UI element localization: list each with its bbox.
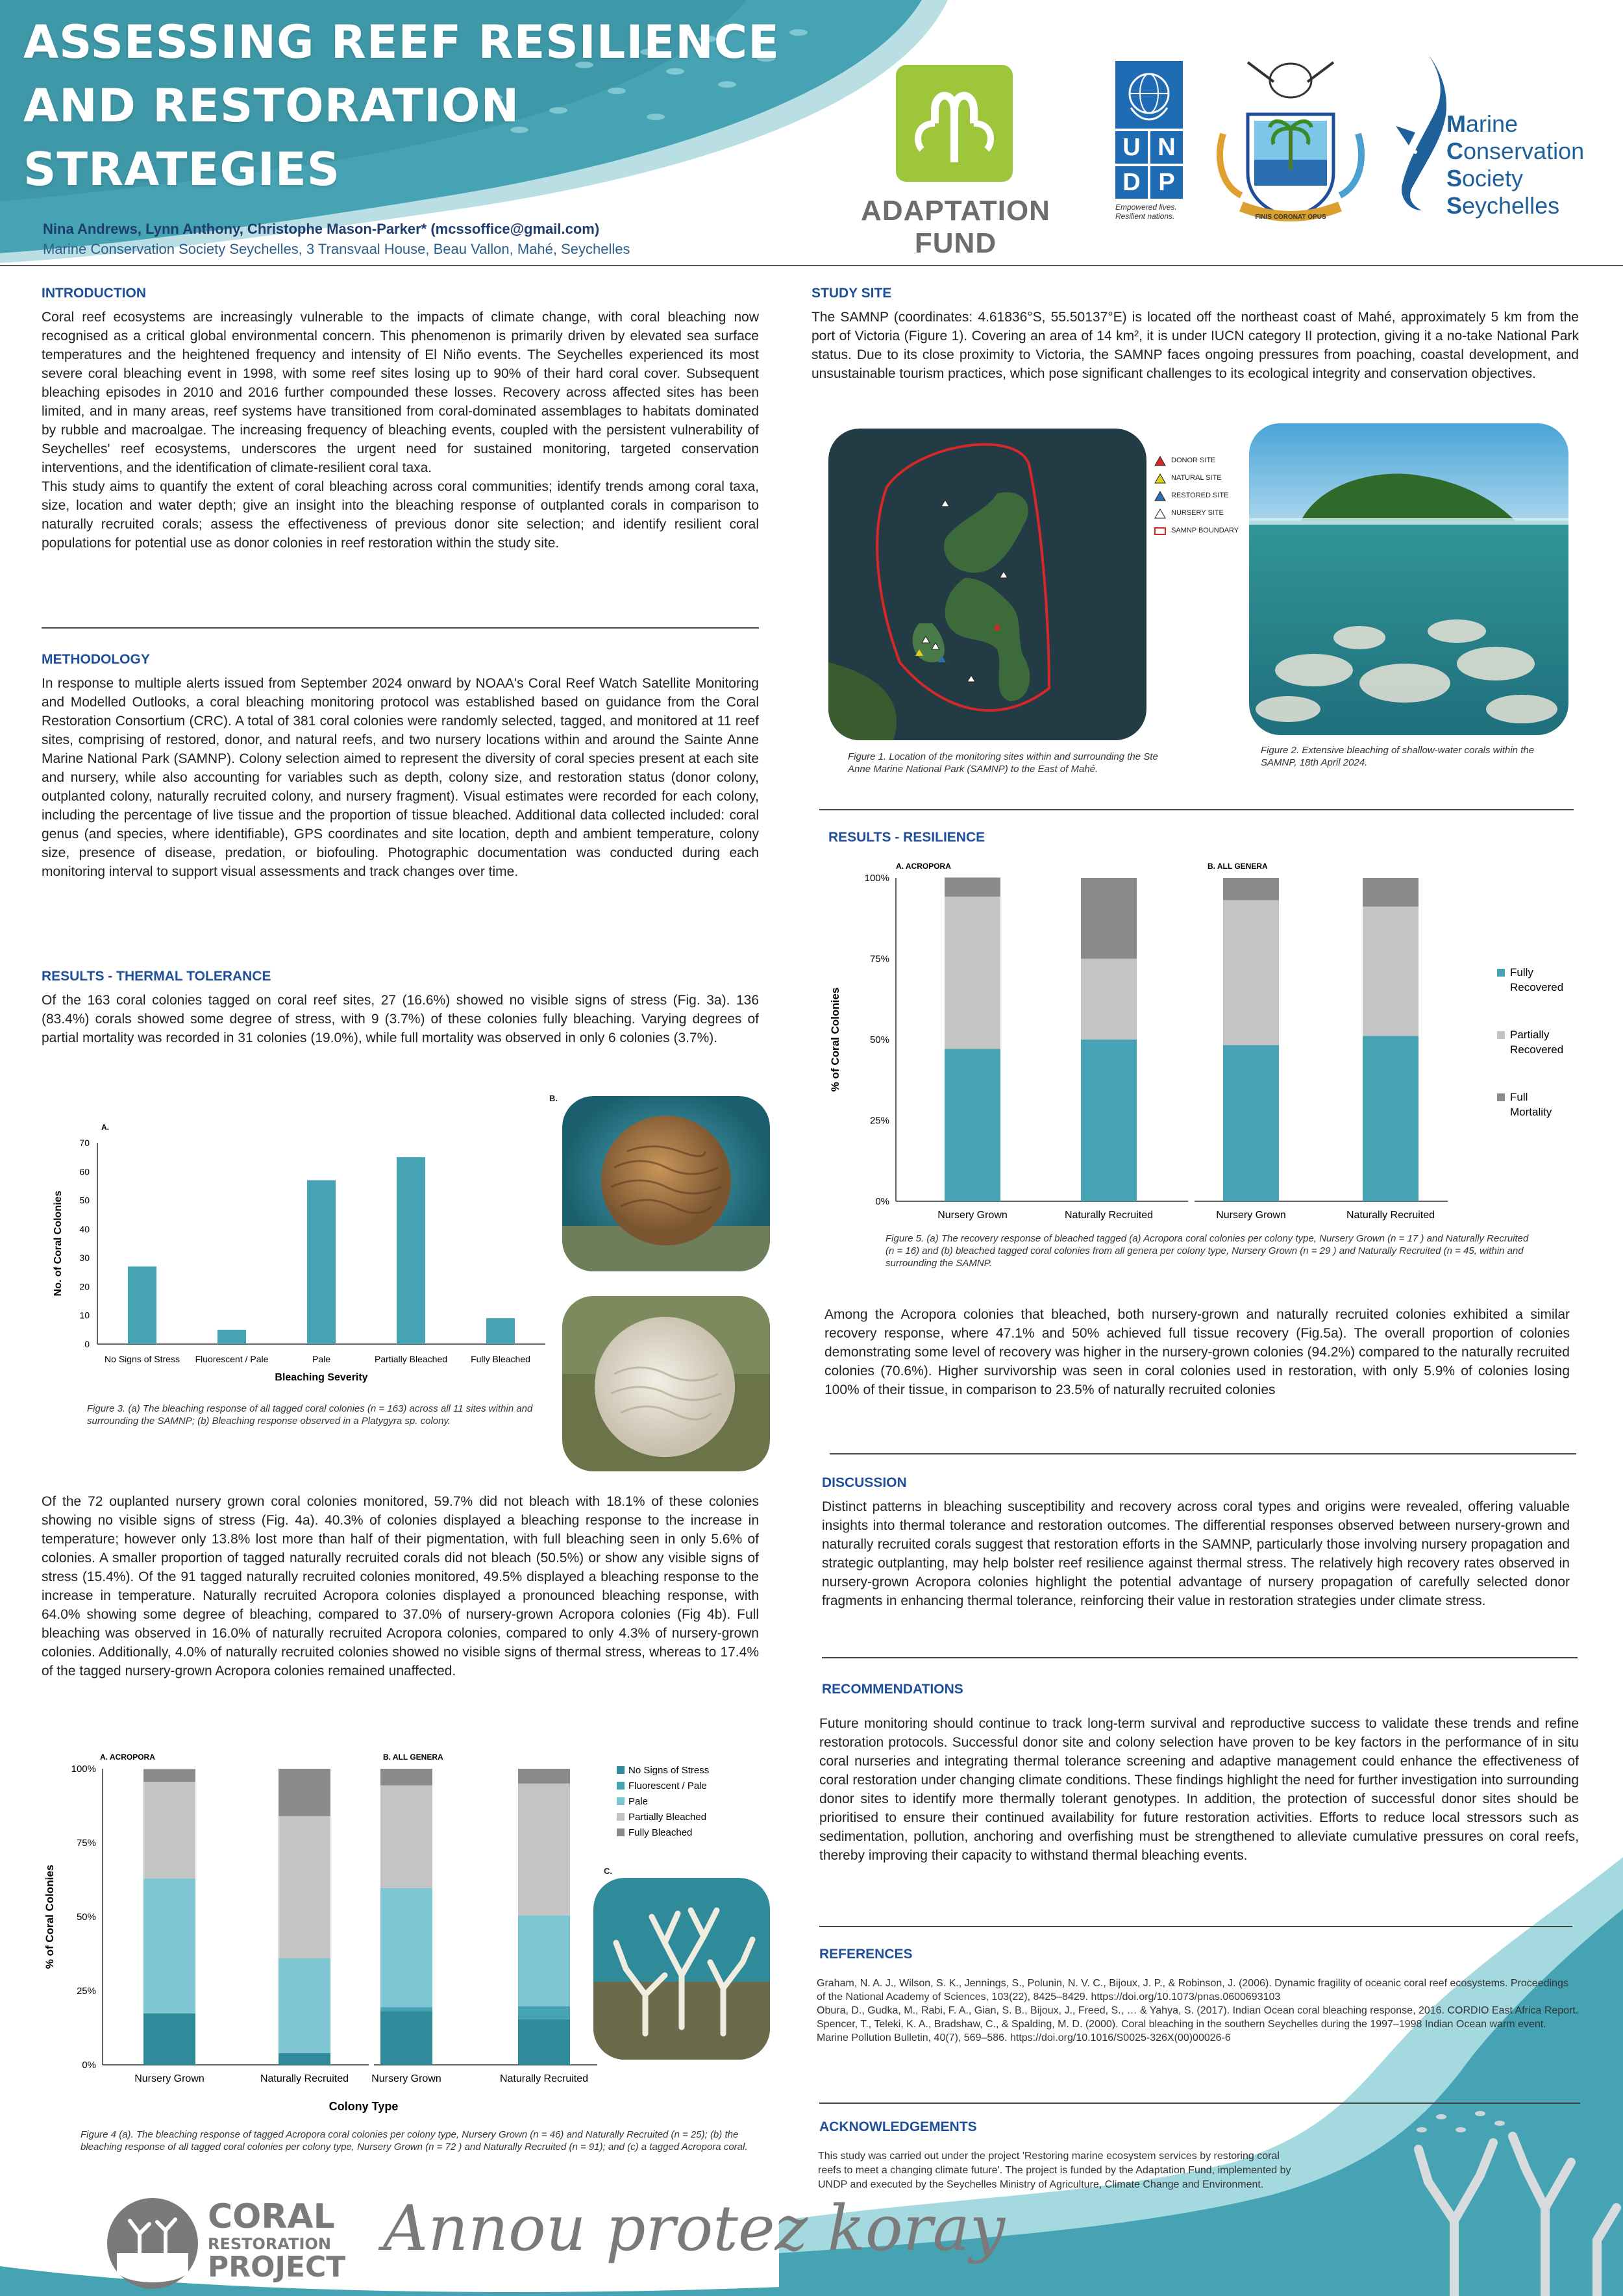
map-legend-item: DONOR SITE (1154, 452, 1239, 469)
bar-segment (380, 2011, 432, 2065)
nursery-site-icon (1154, 508, 1166, 519)
panel-label: B. ALL GENERA (1208, 862, 1268, 871)
mcss-line: Conservation (1446, 138, 1585, 164)
x-tick-label: Partially Bleached (374, 1354, 448, 1364)
undp-tagline-line: Empowered lives. (1115, 203, 1177, 212)
resilience-heading: RESULTS - RESILIENCE (828, 830, 985, 845)
x-tick-label: Naturally Recruited (499, 2073, 589, 2084)
title-line: AND RESTORATION (23, 79, 520, 132)
undp-letter: D (1115, 166, 1148, 199)
bleached-coral-photo (562, 1296, 770, 1471)
mcss-line: Society (1446, 165, 1524, 192)
bar-segment (1081, 878, 1137, 959)
title-line: ASSESSING REEF RESILIENCE (23, 16, 780, 69)
samnp-map (828, 429, 1146, 740)
reference-item: Spencer, T., Teleki, K. A., Bradshaw, C., & Spalding, M. D. (2000). Coral bleaching in the southern Seychelles during the 1997–1998 Indian Ocean warm event. Marine Pollution Bulletin, 40(7), 569–586. https://doi.org/10.1016/S0025-326X(00)00026-6 (817, 2019, 1546, 2043)
bar-segment (1081, 959, 1137, 1040)
x-tick-label: Naturally Recruited (260, 2073, 349, 2084)
y-tick-label: 25% (76, 1986, 96, 1997)
section-divider (42, 627, 759, 629)
map-legend-item: SAMNP BOUNDARY (1154, 522, 1239, 540)
legend-swatch (617, 1813, 625, 1821)
y-tick-label: 0 (84, 1339, 90, 1349)
bar-segment (518, 2006, 570, 2019)
bar-segment (279, 2053, 330, 2065)
bar-segment (1081, 1040, 1137, 1201)
reference-item: Graham, N. A. J., Wilson, S. K., Jennings, S., Polunin, N. V. C., Bijoux, J. P., & Robinson, J. (2006). Dynamic fragility of oceanic coral reef ecosystems. Proceedings of the National Academy of Sciences, 103(22), 8425–8429. https://doi.org/10.1073/pnas.0600693103 (817, 1978, 1568, 2003)
methodology-text: In response to multiple alerts issued from September 2024 onward by NOAA's Coral Reef Watch Satellite Monitoring and Modelled Outlooks, a coral bleaching monitoring protocol was established based on guidance from the Coral Restoration Consortium (CRC). A total of 381 coral colonies were randomly selected, tagged, and monitored at 11 reef sites, comprising of restored, donor, and natural reefs, and two nursery locations within and around the Sainte Anne Marine National Park (SAMNP). Colony selection aimed to represent the diversity of coral species present at each site and nursery, while also accounting for variables such as depth, colony size, and restoration status (donor colony, outplanted colony, naturally recruited colony, and nursery fragment). Visual estimates were recorded for each colony, including the percentage of live tissue and the proportion of tissue bleached. Additional data collected included: coral genus (and species, where identifiable), GPS coordinates and site location, depth and ambient temperature, colony size, presence of disease, predation, or biofouling. Photographic documentation was conducted during each monitoring interval to support visual assessments and track changes over time. (42, 676, 759, 879)
introduction-paragraph: This study aims to quantify the extent of coral bleaching across coral communities; identify trends among coral taxa, size, location and water depth; give an insight into the bleaching response of outplanted corals in comparison to naturally recruited corals; assess the effectiveness of previous donor site selection; and identify resilient coral populations for potential use as donor colonies in reef restoration within the study site. (42, 479, 759, 551)
bleaching-split-view-photo (1249, 423, 1568, 735)
bar (397, 1157, 425, 1344)
x-tick-label: Nursery Grown (134, 2073, 204, 2084)
mcss-line: Marine (1446, 110, 1518, 137)
y-tick-label: 75% (869, 953, 889, 965)
crp-line: PROJECT (208, 2251, 346, 2284)
panel-label: A. (101, 1123, 109, 1132)
fig4-caption: Figure 4 (a). The bleaching response of tagged Acropora coral colonies per colony type, Nursery Grown (n = 46) and Naturally Recruited (n = 25); (b) the bleaching response of all tagged coral colonies per colony type, Nursery Grown (n = 72 ) and Naturally Recruited (n = 91); and (c) a tagged Acropora coral. (81, 2129, 748, 2152)
bar-segment (279, 1958, 330, 2053)
undp-logo (1115, 61, 1183, 221)
y-tick-label: 70 (79, 1138, 90, 1148)
adaptation-fund-wordmark: ADAPTATION FUND (861, 195, 1050, 259)
bar-segment (1223, 900, 1279, 1045)
undp-letter: P (1150, 166, 1183, 199)
references-list (817, 1977, 1580, 2045)
bar-segment (279, 1769, 330, 1816)
fig4c-panel-label: C. (604, 1866, 612, 1876)
y-tick-label: 25% (869, 1115, 889, 1127)
map-legend-item: RESTORED SITE (1154, 487, 1239, 505)
x-tick-label: Fluorescent / Pale (195, 1354, 269, 1364)
bar (486, 1318, 515, 1344)
legend-label: Fluorescent / Pale (628, 1780, 707, 1791)
x-tick-label: Nursery Grown (1216, 1210, 1286, 1221)
undp-tagline-line: Resilient nations. (1115, 212, 1175, 221)
introduction-text (42, 308, 759, 553)
y-tick-label: 10 (79, 1310, 90, 1321)
acropora-coral-photo (593, 1878, 770, 2060)
recommendations-heading: RECOMMENDATIONS (822, 1682, 963, 1697)
title-line: STRATEGIES (23, 143, 341, 196)
panel-label: A. ACROPORA (100, 1753, 155, 1762)
x-tick-label: No Signs of Stress (105, 1354, 180, 1364)
x-tick-label: Nursery Grown (937, 1210, 1008, 1221)
undp-letter: U (1115, 131, 1148, 164)
x-tick-label: Naturally Recruited (1064, 1210, 1154, 1221)
y-axis-title: % of Coral Colonies (43, 1864, 56, 1969)
section-divider (822, 1657, 1578, 1658)
bar-segment (1363, 906, 1419, 1036)
y-axis-title: No. of Coral Colonies (53, 1190, 64, 1297)
x-tick-label: Nursery Grown (371, 2073, 441, 2084)
y-tick-label: 40 (79, 1223, 90, 1234)
legend-swatch (617, 1782, 625, 1790)
discussion-heading: DISCUSSION (822, 1475, 907, 1490)
bar-segment (518, 1915, 570, 2006)
panel-label: B. ALL GENERA (383, 1753, 443, 1762)
bar-segment (143, 2014, 195, 2065)
crp-wordmark (208, 2197, 346, 2284)
legend-swatch (617, 1797, 625, 1805)
legend-label: No Signs of Stress (628, 1765, 710, 1776)
y-tick-label: 0% (82, 2060, 96, 2071)
study-site-text: The SAMNP (coordinates: 4.61836°S, 55.50137°E) is located off the northeast coast of Mahé, approximately 5 km from the port of Victoria (Figure 1). Covering an area of 14 km², it is under IUCN category II protection, giving it a no-take National Park status. Due to its close proximity to Victoria, the SAMNP faces ongoing pressures from poaching, coastal development, and unsustainable tourism practices, which pose significant challenges to its ecological integrity and conservation objectives. (812, 310, 1579, 381)
fig5-caption: Figure 5. (a) The recovery response of bleached tagged (a) Acropora coral colonies per colony type, Nursery Grown (n = 17 ) and Naturally Recruited (n = 16) and (b) bleached tagged coral colonies from all genera per colony type, Nursery Grown (n = 29 ) and Naturally Recruited (n = 45, within and surrounding the SAMNP. (886, 1233, 1529, 1269)
crp-line: RESTORATION (208, 2235, 331, 2253)
bar (307, 1180, 336, 1344)
fig3b-panel-label: B. (549, 1093, 558, 1103)
legend-swatch (1497, 1031, 1505, 1039)
introduction-heading: INTRODUCTION (42, 286, 146, 301)
section-divider (819, 809, 1574, 810)
bar-segment (380, 1786, 432, 1888)
y-tick-label: 100% (864, 873, 889, 884)
seal-motto: FINIS CORONAT OPUS (1255, 214, 1326, 221)
globe-icon (1115, 61, 1183, 129)
y-tick-label: 20 (79, 1281, 90, 1292)
poster-title (23, 10, 867, 201)
bar-segment (518, 1784, 570, 1915)
footer-slogan: Annou protez koray (383, 2192, 1006, 2265)
legend-swatch (617, 1828, 625, 1836)
donor-site-icon (1154, 456, 1166, 466)
boundary-icon (1154, 527, 1166, 536)
bar-segment (279, 1816, 330, 1958)
recommendations-text: Future monitoring should continue to track long-term survival and reproductive success to validate these trends and refine restoration protocols. Successful donor site and colony selection have proven to be key factors in the performance of in situ coral nurseries and integrating thermal tolerance screening and adaptive management could enhance the effectiveness of coral restoration under changing climate conditions. These findings highlight the need for further investigation into surrounding donor sites to identify more thermally tolerant genotypes. In addition, the protection of successful donor sites should be prioritised to ensure their continued availability for future restoration activities. Efforts to reduce local stressors such as sedimentation, pollution, anchoring and overfishing must be strengthened to alleviate cumulative pressures on coral reefs, thereby improving their capacity to withstand thermal bleaching events. (819, 1716, 1579, 1863)
bar-segment (380, 1769, 432, 1786)
map-legend-item: NURSERY SITE (1154, 505, 1239, 522)
whale-shark-icon (1389, 55, 1448, 217)
methodology-heading: METHODOLOGY (42, 652, 150, 667)
bar-segment (1223, 878, 1279, 900)
legend-label: Full (1510, 1091, 1528, 1103)
bar (128, 1266, 156, 1344)
mcss-wordmark (1446, 110, 1584, 219)
legend-label: Partially (1510, 1029, 1550, 1041)
resilience-text: Among the Acropora colonies that bleached, both nursery-grown and naturally recruited colonies exhibited a similar recovery response, where 47.1% and 50% achieved full tissue recovery (Fig.5a). The overall proportion of colonies demonstrating some level of recovery was higher in the nursery-grown colonies (94.2%) compared to the naturally recruited colonies (70.6%). Higher survivorship was seen in coral colonies used in restoration, with only 5.9% of colonies losing 100% of their tissue, in comparison to 23.5% of naturally recruited colonies (824, 1307, 1570, 1397)
panel-label: A. ACROPORA (896, 862, 951, 871)
bar (217, 1330, 246, 1344)
seychelles-coat-of-arms-icon (1209, 56, 1372, 230)
bar-segment (945, 878, 1000, 897)
header-divider (0, 265, 1623, 266)
legend-swatch (1497, 1093, 1505, 1101)
y-tick-label: 75% (76, 1838, 96, 1849)
legend-label: Pale (628, 1796, 649, 1807)
references-heading: REFERENCES (819, 1947, 913, 1962)
bar-segment (143, 1782, 195, 1878)
bar-segment (143, 1769, 195, 1782)
bar-segment (380, 1888, 432, 2007)
discussion-text: Distinct patterns in bleaching susceptibility and recovery across coral types and origins were revealed, offering valuable insights into thermal tolerance and restoration outcomes. The differential responses observed between nursery-grown and naturally recruited corals suggest that restoration efforts in the SAMNP, particularly those involving nursery propagation and strategic outplanting, may help bolster reef resilience against thermal stress. The relatively high recovery rates observed in nursery-grown Acropora colonies highlight the potential advantage of nursery propagation of carefully selected donor fragments in enhancing thermal tolerance, reinforcing their value in restoration strategies under climate stress. (822, 1499, 1570, 1608)
map-legend (1154, 452, 1239, 540)
y-tick-label: 0% (875, 1196, 889, 1207)
fig3-caption: Figure 3. (a) The bleaching response of all tagged coral colonies (n = 163) across all 11 sites within and surrounding the SAMNP; (b) Bleaching response observed in a Platygyra sp. colony. (87, 1403, 533, 1427)
bar-segment (1363, 1036, 1419, 1201)
adaptation-fund-logo (819, 65, 1092, 259)
fig1-caption: Figure 1. Location of the monitoring sites within and surrounding the Ste Anne Marine National Park (SAMNP) to the East of Mahé. (848, 751, 1158, 775)
y-axis-title: % of Coral Colonies (829, 987, 841, 1092)
x-tick-label: Fully Bleached (471, 1354, 530, 1364)
reference-item: Obura, D., Gudka, M., Rabi, F. A., Gian, S. B., Bijoux, J., Freed, S., … & Yahya, S. (2017). Indian Ocean coral bleaching response, 2016. CORDIO East Africa Report. (817, 2005, 1579, 2016)
un-emblem (1115, 61, 1183, 129)
bar-segment (518, 1769, 570, 1784)
adaptation-fund-emblem (896, 65, 1013, 182)
legend-swatch (1497, 969, 1505, 977)
legend-label: Recovered (1510, 981, 1564, 993)
acknowledgements-heading: ACKNOWLEDGEMENTS (819, 2119, 977, 2134)
bar-segment (143, 1878, 195, 2014)
restored-site-icon (1154, 491, 1166, 501)
coral-emblem-icon (104, 2195, 201, 2292)
y-tick-label: 50% (869, 1034, 889, 1045)
legend-label: Fully Bleached (628, 1827, 693, 1838)
bar-segment (945, 897, 1000, 1049)
y-tick-label: 30 (79, 1253, 90, 1264)
section-divider (819, 1926, 1572, 1927)
legend-label: Partially Bleached (628, 1812, 707, 1823)
y-tick-label: 60 (79, 1166, 90, 1177)
fig3a-bar-chart (39, 1097, 558, 1403)
affiliation-line: Marine Conservation Society Seychelles, 3 Transvaal House, Beau Vallon, Mahé, Seychelles (43, 241, 630, 257)
thermal-heading: RESULTS - THERMAL TOLERANCE (42, 969, 271, 984)
x-tick-label: Naturally Recruited (1346, 1210, 1435, 1221)
bar-segment (945, 1049, 1000, 1201)
brain-coral-photo (562, 1096, 770, 1271)
mcss-line: Seychelles (1446, 192, 1560, 219)
mcss-logo (1389, 55, 1617, 217)
natural-site-icon (1154, 473, 1166, 484)
x-tick-label: Pale (312, 1354, 331, 1364)
legend-label: Mortality (1510, 1106, 1552, 1118)
fountain-icon (896, 65, 1013, 182)
legend-label: Recovered (1510, 1043, 1564, 1056)
x-axis-title: Colony Type (328, 2100, 399, 2113)
study-site-heading: STUDY SITE (812, 286, 892, 301)
section-divider (830, 1453, 1576, 1454)
acknowledgements-text: This study was carried out under the project 'Restoring marine ecosystem services by restoring coral reefs to meet a changing climate future'. The project is funded by the Adaptation Fund, implemented by UNDP and executed by the Seychelles Ministry of Agriculture, Climate Change and Environment. (818, 2151, 1291, 2190)
undp-letter: N (1150, 131, 1183, 164)
fig5-stacked-bar-chart (824, 845, 1565, 1235)
coral-restoration-project-logo (104, 2195, 346, 2292)
bar-segment (1363, 878, 1419, 906)
y-tick-label: 50 (79, 1195, 90, 1206)
x-axis-title: Bleaching Severity (275, 1372, 368, 1383)
bar-segment (380, 2007, 432, 2011)
introduction-paragraph: Coral reef ecosystems are increasingly vulnerable to the impacts of climate change, with coral bleaching now recognised as a critical global environmental concern. This phenomenon is primarily driven by elevated sea surface temperatures and the heightened frequency and intensity of El Niño events. The Seychelles experienced its most severe coral bleaching event in 1998, with some reef sites losing up to 90% of their hard coral cover. Subsequent bleaching episodes in 2010 and 2016 further compounded these losses. Recovery across affected sites has been limited, and in many areas, reef systems have transitioned from coral-dominated assemblages to habitats dominated by rubble and macroalgae. The increasing frequency of bleaching events, coupled with the persistent vulnerability of Seychelles' reef ecosystems, underscores the urgent need for sustained monitoring, targeted conservation interventions, and the identification of climate-resilient coral taxa. (42, 310, 759, 475)
section-divider (819, 2103, 1580, 2104)
undp-tagline (1115, 203, 1183, 221)
map-legend-item: NATURAL SITE (1154, 469, 1239, 487)
legend-label: Fully (1510, 966, 1533, 979)
bar-segment (1223, 1045, 1279, 1201)
thermal-text: Of the 163 coral colonies tagged on coral reef sites, 27 (16.6%) showed no visible signs of stress (Fig. 3a). 136 (83.4%) corals showed some degree of stress, with 9 (3.7%) of these colonies fully bleaching. Varying degrees of partial mortality was recorded in 31 colonies (19.0%), while full mortality was observed in only 6 colonies (3.7%). (42, 993, 759, 1045)
y-tick-label: 100% (71, 1764, 96, 1775)
crp-line: CORAL (208, 2197, 335, 2236)
y-tick-label: 50% (76, 1912, 96, 1923)
legend-swatch (617, 1766, 625, 1774)
thermal-text-2: Of the 72 ouplanted nursery grown coral colonies monitored, 59.7% did not bleach with 18.1% of these colonies showing no visible signs of stress (Fig. 4a). 40.3% of colonies displayed a bleaching response to the increase in temperature; however only 13.8% lost more than half of their pigmentation, with full bleaching seen in only 5.6% of colonies. A smaller proportion of tagged naturally recruited corals did not bleach (50.5%) or show any visible signs of stress (15.4%). Of the 91 tagged naturally recruited colonies monitored, 49.5% displayed a bleaching response to the increase in temperature. Naturally recruited Acropora colonies displayed a pronounced bleaching response, with 64.0% showing some degree of bleaching, compared to 37.0% of nursery-grown Acropora colonies (Fig 4b). Full bleaching was observed in 16.0% of naturally recruited Acropora colonies, compared to only 4.3% of nursery-grown colonies. Additionally, 4.0% of naturally recruited colonies showed no visible signs of thermal stress, whereas to 17.4% of the tagged nursery-grown Acropora colonies remained unaffected. (42, 1494, 759, 1678)
authors-line: Nina Andrews, Lynn Anthony, Christophe Mason-Parker* (mcssoffice@gmail.com) (43, 221, 600, 237)
fig2-caption: Figure 2. Extensive bleaching of shallow-water corals within the SAMNP, 18th April 2024. (1261, 745, 1535, 768)
bar-segment (518, 2019, 570, 2065)
